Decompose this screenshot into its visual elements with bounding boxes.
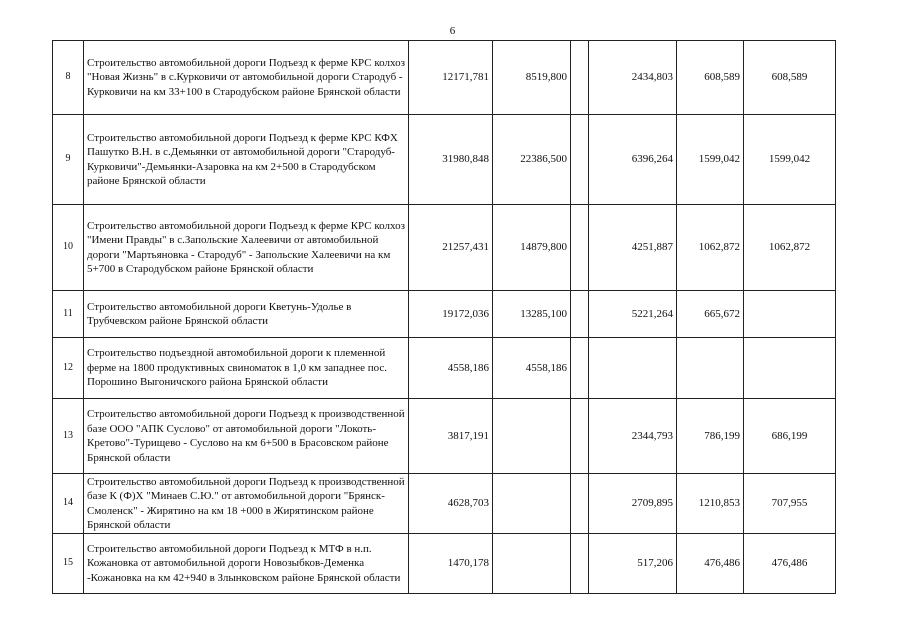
value-col-2: 22386,500 [493, 115, 571, 205]
value-col-4: 517,206 [589, 534, 677, 594]
value-col-5 [677, 338, 744, 399]
total-cost: 31980,848 [409, 115, 493, 205]
value-col-6 [744, 338, 836, 399]
value-col-5: 1062,872 [677, 205, 744, 291]
objects-table [52, 40, 836, 594]
table-row [53, 534, 836, 594]
total-cost: 12171,781 [409, 41, 493, 115]
value-col-2: 13285,100 [493, 291, 571, 338]
value-col-3 [571, 41, 589, 115]
row-number: 13 [53, 399, 84, 474]
row-number: 15 [53, 534, 84, 594]
value-col-4: 2344,793 [589, 399, 677, 474]
value-col-3 [571, 338, 589, 399]
value-col-6: 608,589 [744, 41, 836, 115]
value-col-4: 2434,803 [589, 41, 677, 115]
object-description: Строительство автомобильной дороги Подъезд к МТФ в н.п. Кожановка от автомобильной дороги Новозыбков-Деменка -Кожановка на км 42+940 в Злынковском районе Брянской области [84, 534, 409, 594]
value-col-6: 686,199 [744, 399, 836, 474]
table-row [53, 41, 836, 115]
total-cost: 21257,431 [409, 205, 493, 291]
total-cost: 4628,703 [409, 474, 493, 534]
value-col-2: 4558,186 [493, 338, 571, 399]
object-description: Строительство автомобильной дороги Подъезд к ферме КРС колхоз "Имени Правды" в с.Запольские Халеевичи от автомобильной дороги "Мартьяновка - Стародуб" - Запольские Халеевичи на км 5+700 в Стародубском районе Брянской области [84, 205, 409, 291]
value-col-4: 4251,887 [589, 205, 677, 291]
value-col-4: 5221,264 [589, 291, 677, 338]
value-col-6: 476,486 [744, 534, 836, 594]
object-description: Строительство автомобильной дороги Подъезд к производственной базе К (Ф)Х "Минаев С.Ю." от автомобильной дороги "Брянск-Смоленск" - Жирятино на км 18 +000 в Жирятинском районе Брянской области [84, 474, 409, 534]
table-row [53, 205, 836, 291]
object-description: Строительство автомобильной дороги Подъезд к ферме КРС КФХ Пашутко В.Н. в с.Демьянки от автомобильной дороги "Стародуб-Курковичи"-Демьянки-Азаровка на км 2+500 в Стародубском районе Брянской области [84, 115, 409, 205]
row-number: 12 [53, 338, 84, 399]
object-description: Строительство автомобильной дороги Кветунь-Удолье в Трубчевском районе Брянской области [84, 291, 409, 338]
value-col-2 [493, 474, 571, 534]
value-col-3 [571, 399, 589, 474]
value-col-6: 1599,042 [744, 115, 836, 205]
table-row [53, 399, 836, 474]
total-cost: 19172,036 [409, 291, 493, 338]
value-col-6 [744, 291, 836, 338]
value-col-2: 14879,800 [493, 205, 571, 291]
object-description: Строительство подъездной автомобильной дороги к племенной ферме на 1800 продуктивных свиноматок в 1,0 км западнее пос. Порошино Выгоничского района Брянской области [84, 338, 409, 399]
value-col-5: 786,199 [677, 399, 744, 474]
object-description: Строительство автомобильной дороги Подъезд к производственной базе ООО "АПК Суслово" от автомобильной дороги "Локоть-Кретово"-Турищево - Суслово на км 6+500 в Брасовском районе Брянской области [84, 399, 409, 474]
total-cost: 3817,191 [409, 399, 493, 474]
value-col-3 [571, 474, 589, 534]
value-col-4: 6396,264 [589, 115, 677, 205]
table-row [53, 474, 836, 534]
value-col-4: 2709,895 [589, 474, 677, 534]
value-col-5: 665,672 [677, 291, 744, 338]
row-number: 9 [53, 115, 84, 205]
value-col-5: 1599,042 [677, 115, 744, 205]
value-col-5: 608,589 [677, 41, 744, 115]
value-col-3 [571, 534, 589, 594]
value-col-2 [493, 534, 571, 594]
value-col-2 [493, 399, 571, 474]
table-row [53, 338, 836, 399]
value-col-5: 476,486 [677, 534, 744, 594]
value-col-6: 707,955 [744, 474, 836, 534]
value-col-2: 8519,800 [493, 41, 571, 115]
row-number: 10 [53, 205, 84, 291]
table-row [53, 115, 836, 205]
value-col-5: 1210,853 [677, 474, 744, 534]
page-number: 6 [449, 25, 456, 37]
table-row [53, 291, 836, 338]
value-col-3 [571, 205, 589, 291]
object-description: Строительство автомобильной дороги Подъезд к ферме КРС колхоз "Новая Жизнь" в с.Курковичи от автомобильной дороги Стародуб - Курковичи на км 33+100 в Стародубском районе Брянской области [84, 41, 409, 115]
row-number: 11 [53, 291, 84, 338]
row-number: 14 [53, 474, 84, 534]
total-cost: 4558,186 [409, 338, 493, 399]
value-col-4 [589, 338, 677, 399]
row-number: 8 [53, 41, 84, 115]
value-col-3 [571, 291, 589, 338]
value-col-3 [571, 115, 589, 205]
total-cost: 1470,178 [409, 534, 493, 594]
value-col-6: 1062,872 [744, 205, 836, 291]
